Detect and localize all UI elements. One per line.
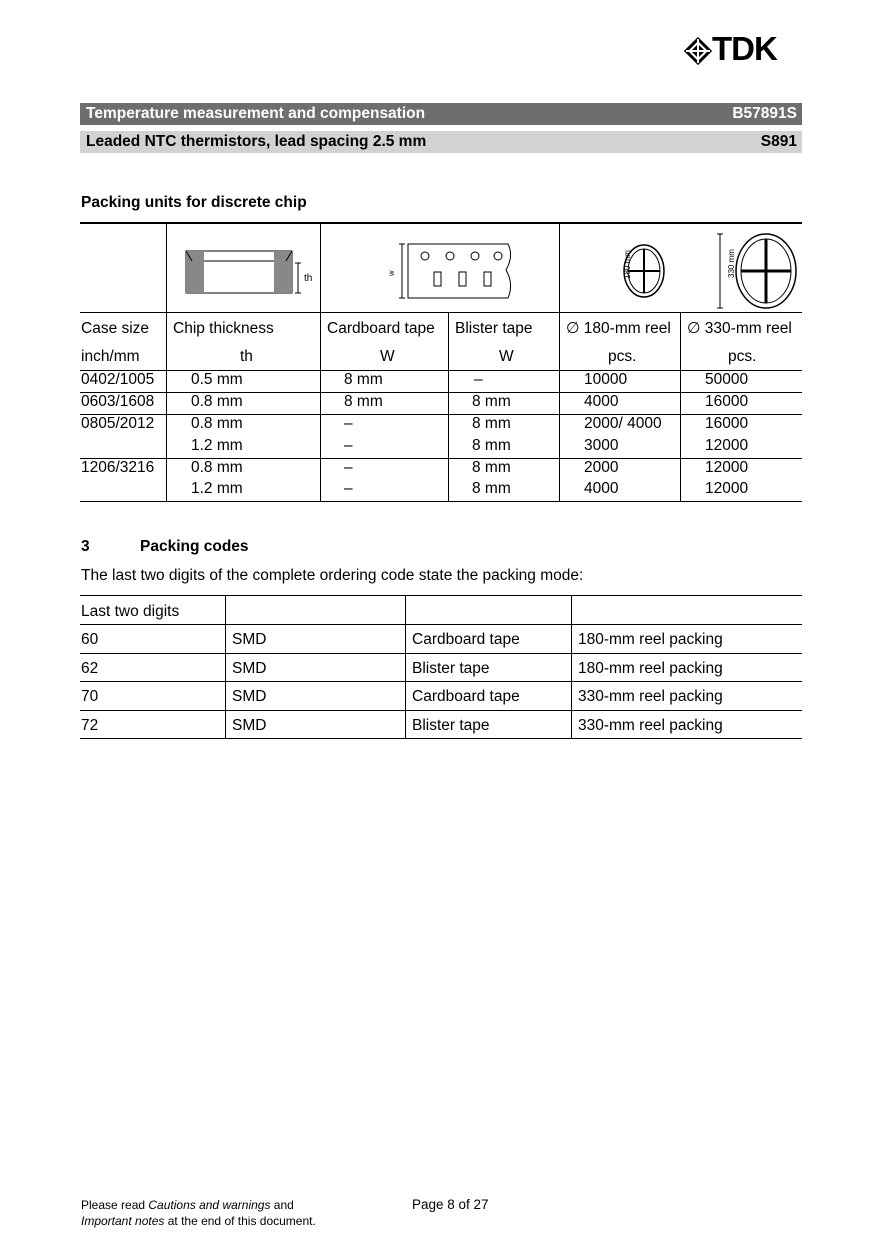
- table-cell: 180-mm reel packing: [578, 631, 723, 648]
- table-cell: 72: [81, 717, 99, 734]
- table-cell: 0402/1005: [81, 371, 155, 388]
- table-cell: 180-mm reel packing: [578, 660, 723, 677]
- header-last-two-digits: Last two digits: [81, 603, 180, 620]
- reel-330-diagram-icon: [712, 230, 802, 312]
- table-cell: 8 mm: [344, 393, 383, 410]
- table-rule: [166, 223, 167, 502]
- tdk-logo: [682, 30, 804, 68]
- table-cell: SMD: [232, 660, 267, 677]
- table-cell: 4000: [584, 480, 619, 497]
- table-cell: 330-mm reel packing: [578, 717, 723, 734]
- table-cell: 0.8 mm: [191, 459, 243, 476]
- header-bar-primary: [80, 103, 802, 125]
- table-rule: [80, 710, 802, 711]
- header-reel-180: ∅ 180-mm reel: [566, 320, 671, 337]
- reel-330-label: 330 mm: [727, 249, 736, 278]
- table-rule: [80, 595, 802, 596]
- table-cell: 8 mm: [472, 415, 511, 432]
- table-cell: 1206/3216: [81, 459, 155, 476]
- table-cell: 16000: [705, 415, 749, 432]
- table-cell: Blister tape: [412, 660, 490, 677]
- th-label: th: [304, 273, 313, 284]
- page-number: Page 8 of 27: [412, 1197, 489, 1212]
- table-rule: [80, 653, 802, 654]
- table-rule: [80, 681, 802, 682]
- table-cell: 12000: [705, 437, 749, 454]
- table-cell: Blister tape: [412, 717, 490, 734]
- product-title: Leaded NTC thermistors, lead spacing 2.5 mm: [86, 133, 427, 150]
- table-rule: [571, 596, 572, 738]
- table-cell: 12000: [705, 480, 749, 497]
- table-cell: 8 mm: [472, 480, 511, 497]
- table-rule: [80, 458, 802, 459]
- table-rule: [448, 313, 449, 502]
- footer-link-important-notes[interactable]: Important notes: [81, 1214, 165, 1228]
- series-code: S891: [760, 133, 797, 150]
- table-cell: 330-mm reel packing: [578, 688, 723, 705]
- table-cell: 0.8 mm: [191, 393, 243, 410]
- unit-reel-180: pcs.: [608, 348, 637, 365]
- table-rule: [80, 392, 802, 393]
- reel-180-label: 180 mm: [623, 250, 632, 279]
- header-bar-secondary: [80, 131, 802, 153]
- table-cell: 16000: [705, 393, 749, 410]
- w-label: W: [390, 270, 396, 276]
- section-title-packing-codes: Packing codes: [140, 538, 249, 555]
- unit-thickness: th: [240, 348, 253, 365]
- table-rule: [405, 596, 406, 738]
- tdk-emblem-icon: [684, 37, 712, 65]
- table-rule: [225, 596, 226, 738]
- footer-link-cautions[interactable]: Cautions and warnings: [148, 1198, 271, 1212]
- table-cell: 1.2 mm: [191, 437, 243, 454]
- logo-text: TDK: [712, 30, 777, 67]
- document-category: Temperature measurement and compensation: [86, 105, 426, 122]
- header-cardboard-tape: Cardboard tape: [327, 320, 435, 337]
- table-cell: –: [344, 437, 353, 454]
- unit-blister: W: [499, 348, 514, 365]
- footer-text: at the end of this document.: [164, 1214, 316, 1228]
- table-cell: 10000: [584, 371, 628, 388]
- table-cell: 4000: [584, 393, 619, 410]
- section-title-packing-units: Packing units for discrete chip: [81, 194, 307, 211]
- table-cell: –: [344, 480, 353, 497]
- table-cell: –: [344, 459, 353, 476]
- table-cell: 1.2 mm: [191, 480, 243, 497]
- chip-thickness-diagram-icon: [180, 245, 320, 300]
- table-cell: 8 mm: [472, 437, 511, 454]
- packing-codes-intro: The last two digits of the complete ordering code state the packing mode:: [81, 567, 584, 584]
- footer-text: Please read: [81, 1198, 149, 1212]
- table-cell: 0805/2012: [81, 415, 155, 432]
- table-cell: SMD: [232, 688, 267, 705]
- table-cell: –: [474, 371, 483, 388]
- table-rule: [80, 370, 802, 371]
- table-rule: [80, 738, 802, 739]
- table-cell: 3000: [584, 437, 619, 454]
- table-cell: 8 mm: [472, 393, 511, 410]
- header-blister-tape: Blister tape: [455, 320, 533, 337]
- footer-text: and: [270, 1198, 294, 1212]
- table-cell: 8 mm: [344, 371, 383, 388]
- header-chip-thickness: Chip thickness: [173, 320, 274, 337]
- table-rule: [80, 501, 802, 502]
- unit-cardboard: W: [380, 348, 395, 365]
- table-rule: [80, 624, 802, 625]
- table-cell: SMD: [232, 631, 267, 648]
- header-case-size: Case size: [81, 320, 150, 337]
- table-cell: –: [344, 415, 353, 432]
- unit-case-size: inch/mm: [81, 348, 140, 365]
- table-cell: 2000: [584, 459, 619, 476]
- table-cell: 70: [81, 688, 99, 705]
- table-cell: Cardboard tape: [412, 631, 520, 648]
- table-cell: SMD: [232, 717, 267, 734]
- table-cell: 60: [81, 631, 99, 648]
- table-cell: 0603/1608: [81, 393, 155, 410]
- table-rule: [80, 414, 802, 415]
- table-rule: [559, 223, 560, 502]
- cardboard-tape-diagram-icon: [388, 240, 518, 302]
- section-number: 3: [81, 538, 90, 555]
- unit-reel-330: pcs.: [728, 348, 757, 365]
- table-rule: [80, 312, 802, 313]
- table-rule: [680, 313, 681, 502]
- table-rule: [320, 223, 321, 502]
- table-rule: [80, 222, 802, 224]
- footer-notice: [81, 1197, 316, 1229]
- table-cell: 62: [81, 660, 99, 677]
- table-cell: 2000/ 4000: [584, 415, 662, 432]
- table-cell: 12000: [705, 459, 749, 476]
- table-cell: 0.8 mm: [191, 415, 243, 432]
- table-cell: Cardboard tape: [412, 688, 520, 705]
- table-cell: 50000: [705, 371, 749, 388]
- product-code: B57891S: [732, 105, 797, 122]
- header-reel-330: ∅ 330-mm reel: [687, 320, 792, 337]
- reel-180-diagram-icon: [608, 243, 670, 301]
- table-cell: 8 mm: [472, 459, 511, 476]
- table-cell: 0.5 mm: [191, 371, 243, 388]
